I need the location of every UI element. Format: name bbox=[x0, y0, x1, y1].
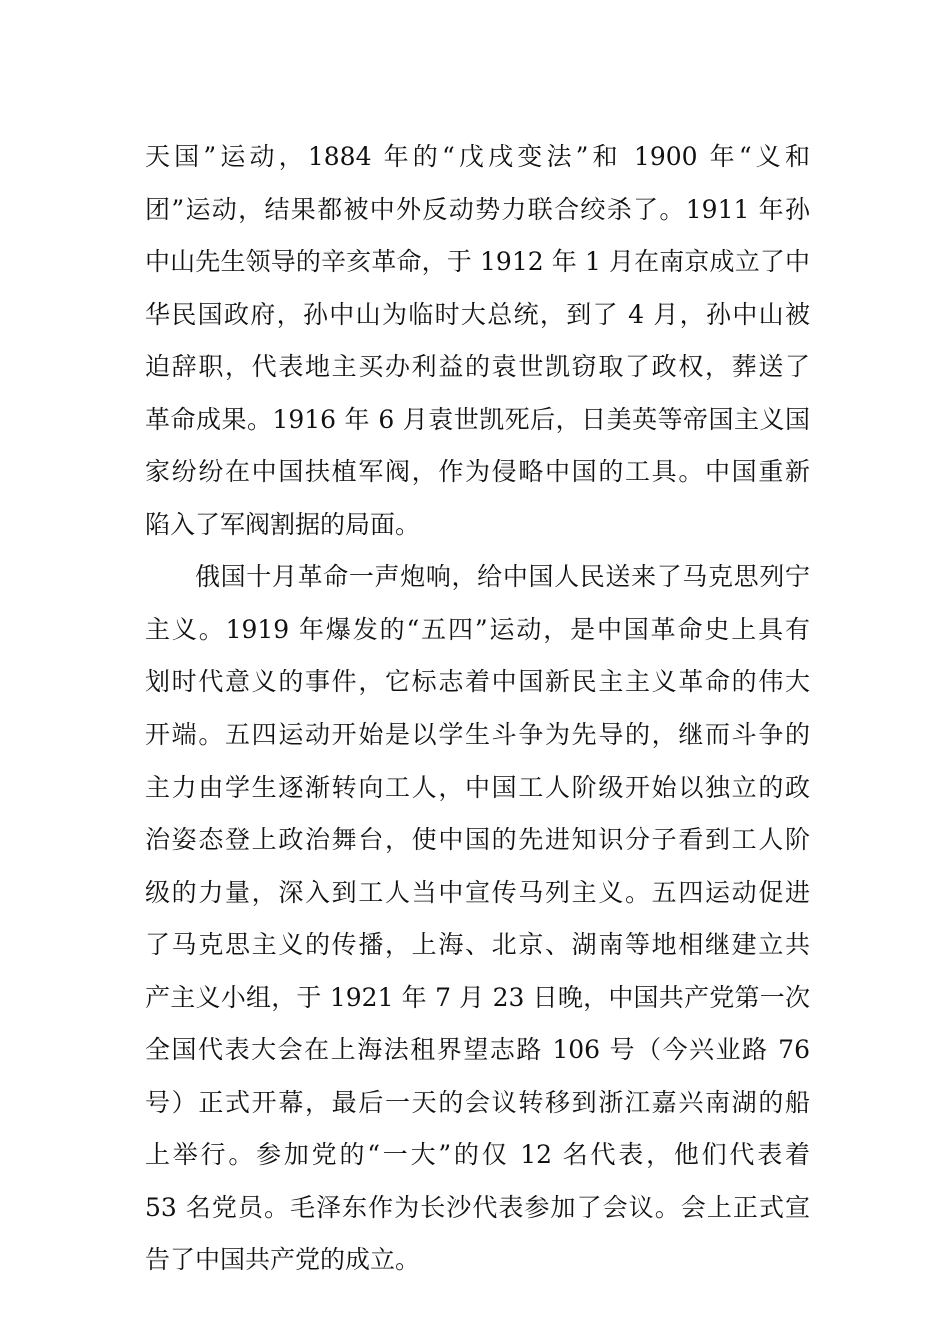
paragraph-2-line-13: 53 名党员。毛泽东作为长沙代表参加了会议。会上正式宣 bbox=[145, 1192, 810, 1222]
paragraph-2-line-3: 划时代意义的事件，它标志着中国新民主主义革命的伟大 bbox=[145, 667, 810, 697]
paragraph-2-line-9: 产主义小组，于 1921 年 7 月 23 日晚，中国共产党第一次 bbox=[145, 982, 810, 1012]
paragraph-2-line-7: 级的力量，深入到工人当中宣传马列主义。五四运动促进 bbox=[145, 877, 810, 907]
paragraph-1-line-3: 中山先生领导的辛亥革命，于 1912 年 1 月在南京成立了中 bbox=[145, 247, 810, 277]
paragraph-2-line-12: 上举行。参加党的“一大”的仅 12 名代表，他们代表着 bbox=[145, 1140, 810, 1170]
paragraph-2-line-6: 治姿态登上政治舞台，使中国的先进知识分子看到工人阶 bbox=[145, 825, 810, 855]
paragraph-2-line-11: 号）正式开幕，最后一天的会议转移到浙江嘉兴南湖的船 bbox=[145, 1087, 810, 1117]
paragraph-2-line-14: 告了中国共产党的成立。 bbox=[145, 1245, 421, 1275]
paragraph-1-line-8: 陷入了军阀割据的局面。 bbox=[145, 509, 421, 539]
paragraph-2-line-5: 主力由学生逐渐转向工人，中国工人阶级开始以独立的政 bbox=[145, 772, 810, 802]
paragraph-1-line-6: 革命成果。1916 年 6 月袁世凯死后，日美英等帝国主义国 bbox=[145, 404, 810, 434]
paragraph-2-line-4: 开端。五四运动开始是以学生斗争为先导的，继而斗争的 bbox=[145, 720, 810, 750]
paragraph-1-line-4: 华民国政府，孙中山为临时大总统，到了 4 月，孙中山被 bbox=[145, 299, 810, 329]
body-text bbox=[145, 131, 810, 1287]
paragraph-1-line-2: 团”运动，结果都被中外反动势力联合绞杀了。1911 年孙 bbox=[145, 194, 810, 224]
paragraph-1-line-5: 迫辞职，代表地主买办利益的袁世凯窃取了政权，葬送了 bbox=[145, 352, 810, 382]
paragraph-2-line-1: 俄国十月革命一声炮响，给中国人民送来了马克思列宁 bbox=[195, 562, 810, 592]
paragraph-2-line-2: 主义。1919 年爆发的“五四”运动，是中国革命史上具有 bbox=[145, 614, 810, 644]
paragraph-1-line-1: 天国”运动，1884 年的“戊戌变法”和 1900 年“义和 bbox=[145, 142, 810, 171]
paragraph-1-line-7: 家纷纷在中国扶植军阀，作为侵略中国的工具。中国重新 bbox=[145, 457, 810, 487]
paragraph-2-line-10: 全国代表大会在上海法租界望志路 106 号（今兴业路 76 bbox=[145, 1035, 810, 1065]
paragraph-2-line-8: 了马克思主义的传播，上海、北京、湖南等地相继建立共 bbox=[145, 930, 810, 960]
